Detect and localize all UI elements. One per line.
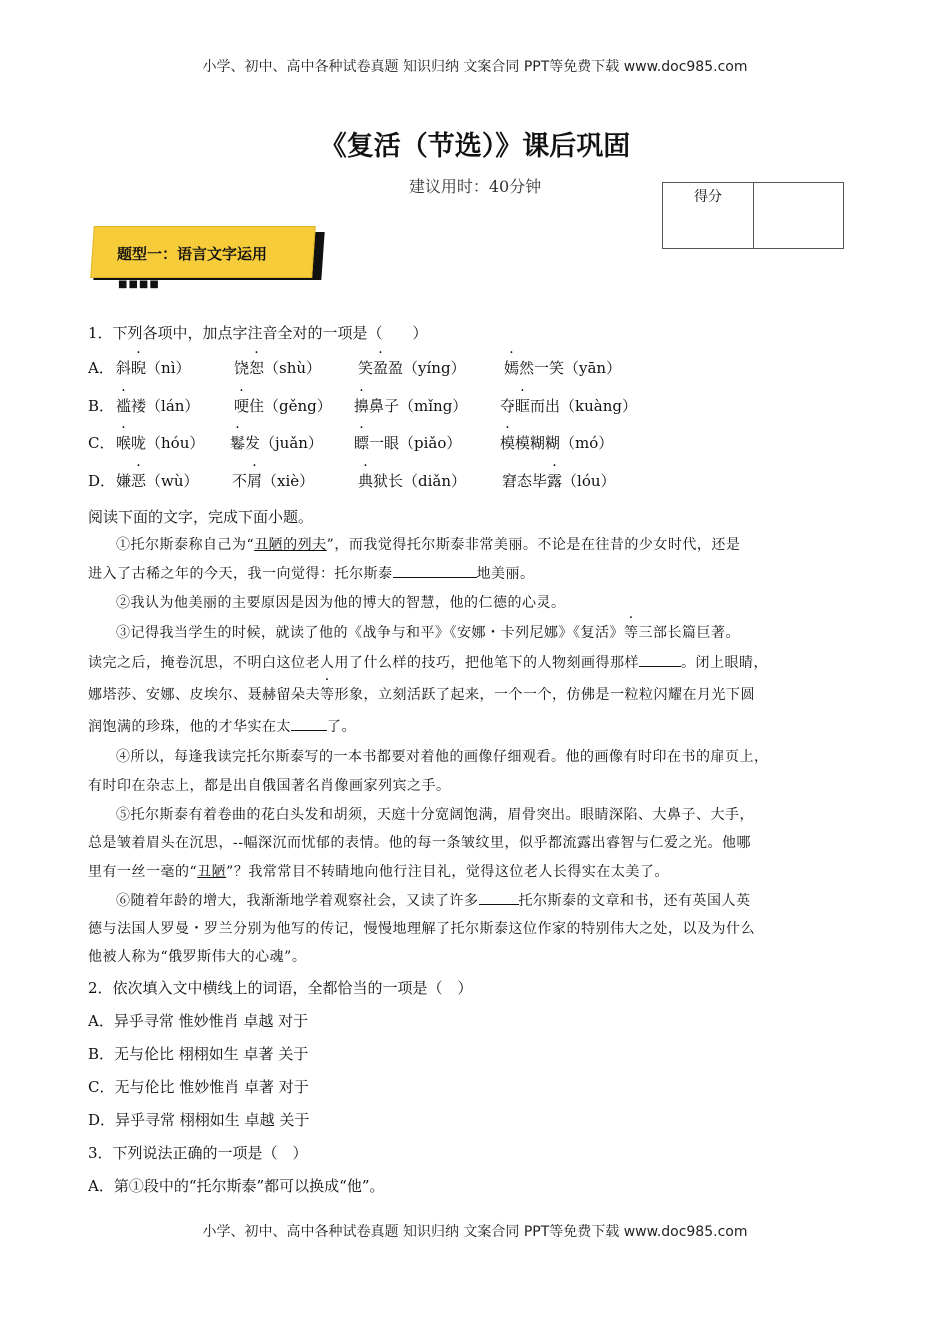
q1-b-item-2: 哽住（gěng） — [234, 397, 332, 415]
fill-blank-2 — [639, 654, 681, 667]
page-footer: 小学、初中、高中各种试卷真题 知识归纳 文案合同 PPT等免费下载 www.doc985.com — [202, 1224, 748, 1240]
q3-option-a: A．第①段中的“托尔斯泰”都可以换成“他”。 — [88, 1177, 385, 1195]
passage-p3-line3: 娜塔莎、安娜、皮埃尔、聂赫留朵夫等形象，立刻活跃了起来，一个一个，仿佛是一粒粒闪耀在月光下圆 — [88, 687, 755, 703]
section-banner-label: 题型一：语言文字运用 — [116, 245, 267, 263]
q1-b-item-4: 夺眶而出（kuàng） — [500, 397, 637, 415]
passage-p6-line1: ⑥随着年龄的增大，我渐渐地学着观察社会，又读了许多 托尔斯泰的文章和书，还有英国人英 — [116, 893, 751, 909]
q1-a-item-3: 笑盈盈（yíng） — [358, 359, 466, 377]
q1-option-d — [88, 470, 888, 500]
q1-d-item-1: 嫌恶（wù） — [116, 472, 199, 490]
passage-p5-line3: 里有一丝一毫的“丑陋”？我常常目不转睛地向他行注目礼，觉得这位老人长得实在太美了。 — [88, 864, 669, 880]
q1-option-a — [88, 357, 888, 387]
score-label: 得分 — [694, 189, 722, 205]
score-divider — [753, 183, 754, 248]
q1-d-item-2: 不屑（xiè） — [232, 472, 315, 490]
q1-d-item-3: 典狱长（diǎn） — [358, 472, 467, 490]
q1-a-item-2: 饶恕（shù） — [234, 359, 322, 377]
q2-option-b: B．无与伦比 栩栩如生 卓著 关于 — [88, 1045, 309, 1063]
passage-p4-line1: ④所以，每逢我读完托尔斯泰写的一本书都要对着他的画像仔细观看。他的画像有时印在书的扉页上， — [116, 749, 769, 765]
passage-p5-line1: ⑤托尔斯泰有着卷曲的花白头发和胡须，天庭十分宽阔饱满，眉骨突出。眼睛深陷、大鼻子、大手， — [116, 807, 754, 823]
q1-b-item-1: 褴褛（lán） — [116, 397, 200, 415]
reading-intro: 阅读下面的文字，完成下面小题。 — [88, 508, 314, 526]
q3-stem: 3．下列说法正确的一项是（ ） — [88, 1144, 308, 1162]
suggested-time: 建议用时：40分钟 — [408, 177, 542, 196]
q2-option-a: A．异乎寻常 惟妙惟肖 卓越 对于 — [88, 1012, 309, 1030]
passage-p4-line2: 有时印在杂志上，都是出自俄国著名肖像画家列宾之手。 — [88, 778, 451, 794]
passage-p3-line4: 润饱满的珍珠，他的才华实在太 了。 — [88, 719, 356, 735]
fill-blank-1 — [393, 565, 477, 578]
q2-option-d: D．异乎寻常 栩栩如生 卓越 关于 — [88, 1111, 310, 1129]
q1-a-item-1: 斜睨（nì） — [116, 359, 191, 377]
passage-p5-line2: 总是皱着眉头在沉思，--幅深沉而忧郁的表情。他的每一条皱纹里，似乎都流露出睿智与仁爱之光。他哪 — [88, 835, 751, 851]
q2-option-c: C．无与伦比 惟妙惟肖 卓著 对于 — [88, 1078, 309, 1096]
page-title: 《复活（节选）》课后巩固 — [319, 131, 631, 162]
passage-p2: ②我认为他美丽的主要原因是因为他的博大的智慧，他的仁德的心灵。 — [116, 595, 566, 611]
underlined-phrase: 丑陋的列夫 — [254, 537, 327, 553]
page-header: 小学、初中、高中各种试卷真题 知识归纳 文案合同 PPT等免费下载 www.doc985.com — [202, 59, 748, 75]
option-letter: A． — [88, 359, 114, 377]
banner-decoration-icon: ■■■■ — [118, 279, 160, 290]
q1-c-item-1: 喉咙（hóu） — [116, 434, 205, 452]
option-letter: C． — [88, 434, 115, 452]
q1-c-item-3: 瞟一眼（piǎo） — [354, 434, 462, 452]
passage-p1-line1: ①托尔斯泰称自己为“丑陋的列夫”，而我觉得托尔斯泰非常美丽。不论是在往昔的少女时代，还是 — [116, 537, 741, 553]
passage-p6-line3: 他被人称为“俄罗斯伟大的心魂”。 — [88, 949, 307, 965]
q2-stem: 2．依次填入文中横线上的词语，全都恰当的一项是（ ） — [88, 979, 473, 997]
q1-c-item-4: 模模糊糊（mó） — [500, 434, 614, 452]
q1-option-b — [88, 395, 888, 425]
q1-option-c — [88, 432, 888, 462]
passage-p1-line2: 进入了古稀之年的今天，我一向觉得：托尔斯泰 地美丽。 — [88, 566, 535, 582]
fill-blank-4 — [479, 892, 519, 905]
q1-c-item-2: 鬈发（juǎn） — [230, 434, 323, 452]
passage-p6-line2: 德与法国人罗曼・罗兰分别为他写的传记，慢慢地理解了托尔斯泰这位作家的特别伟大之处，以及为什么 — [88, 921, 755, 937]
q1-b-item-3: 擤鼻子（mǐng） — [354, 397, 468, 415]
passage-p3-line2: 读完之后，掩卷沉思，不明白这位老人用了什么样的技巧，把他笔下的人物刻画得那样 。闭上眼睛， — [88, 655, 768, 671]
score-box — [662, 182, 844, 249]
fill-blank-3 — [291, 718, 327, 731]
q1-stem: 1．下列各项中，加点字注音全对的一项是（ ） — [88, 324, 428, 342]
option-letter: D． — [88, 472, 116, 490]
underlined-phrase: 丑陋 — [197, 864, 227, 880]
option-letter: B． — [88, 397, 115, 415]
q1-a-item-4: 嫣然一笑（yān） — [504, 359, 622, 377]
q1-d-item-4: 窘态毕露（lóu） — [502, 472, 616, 490]
passage-p3-line1: ③记得我当学生的时候，就读了他的《战争与和平》《安娜・卡列尼娜》《复活》等三部长篇巨著。 — [116, 625, 740, 641]
